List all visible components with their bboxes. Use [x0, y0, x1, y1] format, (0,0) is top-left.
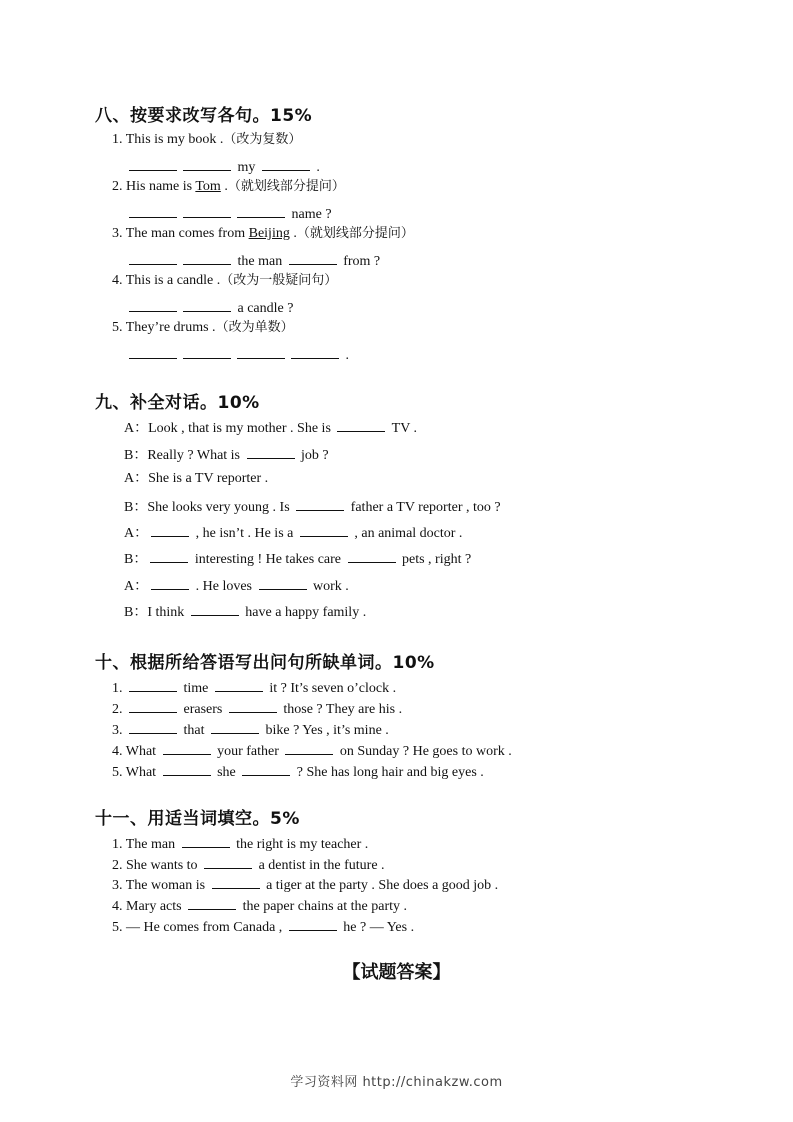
section-10-title: 十、根据所给答语写出问句所缺单词。10%: [95, 653, 435, 673]
answer-blank[interactable]: [289, 250, 337, 265]
answer-blank[interactable]: [129, 344, 177, 359]
question-note: （就划线部分提问）: [227, 179, 345, 194]
s8-question-5: 5. They’re drums .（改为单数）: [112, 320, 294, 335]
dialogue-line-6: B： interesting ! He takes care pets , right ?: [124, 548, 471, 569]
dialogue-line-4: B：She looks very young . Is father a TV reporter , too ?: [124, 496, 501, 517]
s11-question-4: 4. Mary acts the paper chains at the party .: [112, 895, 407, 916]
section-11-title: 十一、用适当词填空。5%: [95, 809, 300, 829]
answer-blank[interactable]: [262, 156, 310, 171]
footer-watermark: 学习资料网 http://chinakzw.com: [290, 1075, 503, 1090]
answer-blank[interactable]: [242, 761, 290, 776]
answer-blank[interactable]: [229, 698, 277, 713]
answer-blank[interactable]: [183, 344, 231, 359]
answer-blank[interactable]: [212, 874, 260, 889]
answer-blank[interactable]: [182, 833, 230, 848]
answer-blank[interactable]: [129, 297, 177, 312]
answer-blank[interactable]: [129, 719, 177, 734]
answer-blank[interactable]: [183, 297, 231, 312]
question-number: 3.: [112, 723, 123, 738]
answer-blank[interactable]: [129, 250, 177, 265]
answer-blank[interactable]: [188, 895, 236, 910]
question-note: （改为一般疑问句）: [220, 273, 338, 288]
question-number: 1.: [112, 681, 123, 696]
question-number: 5.: [112, 920, 123, 935]
answer-blank[interactable]: [151, 575, 189, 590]
question-note: （改为单数）: [215, 320, 294, 335]
answer-blank[interactable]: [129, 203, 177, 218]
s10-question-5: 5. What she ? She has long hair and big eyes .: [112, 761, 484, 782]
question-number: 2.: [112, 179, 123, 194]
question-text: This is my book .: [125, 132, 224, 147]
answer-blank[interactable]: [191, 601, 239, 616]
answer-blank[interactable]: [300, 522, 348, 537]
question-number: 5.: [112, 320, 123, 335]
speaker-label: B：: [124, 605, 148, 620]
dialogue-line-2: B：Really ? What is job ?: [124, 444, 329, 465]
question-number: 4.: [112, 899, 123, 914]
s11-question-1: 1. The man the right is my teacher .: [112, 833, 368, 854]
s8-question-1: [112, 131, 301, 149]
question-number: 3.: [112, 878, 123, 893]
s8-answer-5: .: [126, 344, 349, 365]
speaker-label: A：: [124, 471, 149, 486]
section-8-title: 八、按要求改写各句。15%: [95, 106, 313, 126]
answer-blank[interactable]: [348, 548, 396, 563]
question-number: 2.: [112, 858, 123, 873]
answer-blank[interactable]: [129, 156, 177, 171]
answer-blank[interactable]: [247, 444, 295, 459]
speaker-label: B：: [124, 448, 148, 463]
s8-answer-3: the man from ?: [126, 250, 380, 271]
answer-blank[interactable]: [237, 344, 285, 359]
s8-question-2: 2. His name is Tom .（就划线部分提问）: [112, 179, 345, 194]
question-note: （就划线部分提问）: [296, 226, 414, 241]
answer-blank[interactable]: [237, 203, 285, 218]
answer-blank[interactable]: [129, 677, 177, 692]
answer-blank[interactable]: [291, 344, 339, 359]
answer-blank[interactable]: [285, 740, 333, 755]
s10-question-2: 2. erasers those ? They are his .: [112, 698, 402, 719]
question-number: 1.: [112, 132, 123, 147]
answer-heading: 【试题答案】: [342, 962, 451, 983]
answer-blank[interactable]: [163, 740, 211, 755]
question-number: 3.: [112, 226, 123, 241]
dialogue-line-7: A： . He loves work .: [124, 575, 349, 596]
s8-answer-4: a candle ?: [126, 297, 293, 318]
question-number: 5.: [112, 765, 123, 780]
s11-question-2: 2. She wants to a dentist in the future .: [112, 854, 385, 875]
answer-blank[interactable]: [183, 250, 231, 265]
s8-answer-1: my .: [126, 156, 320, 177]
underlined-word: Tom: [195, 179, 221, 194]
answer-blank[interactable]: [150, 548, 188, 563]
speaker-label: A：: [124, 526, 149, 541]
s10-question-3: 3. that bike ? Yes , it’s mine .: [112, 719, 389, 740]
answer-blank[interactable]: [337, 417, 385, 432]
answer-blank[interactable]: [204, 854, 252, 869]
dialogue-line-5: A： , he isn’t . He is a , an animal doctor .: [124, 522, 462, 543]
speaker-label: B：: [124, 500, 148, 515]
answer-blank[interactable]: [183, 203, 231, 218]
speaker-label: A：: [124, 421, 149, 436]
underlined-word: Beijing: [248, 226, 290, 241]
dialogue-line-3: A：She is a TV reporter .: [124, 471, 269, 486]
dialogue-line-8: B：I think have a happy family .: [124, 601, 366, 622]
s8-question-3: 3. The man comes from Beijing .（就划线部分提问）: [112, 226, 414, 241]
question-number: 2.: [112, 702, 123, 717]
question-number: 4.: [112, 273, 123, 288]
answer-blank[interactable]: [163, 761, 211, 776]
question-number: 1.: [112, 837, 123, 852]
answer-blank[interactable]: [289, 916, 337, 931]
question-note: （改为复数）: [223, 132, 302, 147]
s11-question-5: 5. — He comes from Canada , he ? — Yes .: [112, 916, 414, 937]
s10-question-1: 1. time it ? It’s seven o’clock .: [112, 677, 396, 698]
s10-question-4: 4. What your father on Sunday ? He goes to work .: [112, 740, 512, 761]
answer-blank[interactable]: [183, 156, 231, 171]
s11-question-3: 3. The woman is a tiger at the party . She does a good job .: [112, 874, 498, 895]
answer-blank[interactable]: [259, 575, 307, 590]
speaker-label: B：: [124, 552, 148, 567]
answer-blank[interactable]: [296, 496, 344, 511]
answer-blank[interactable]: [215, 677, 263, 692]
answer-blank[interactable]: [151, 522, 189, 537]
s8-question-4: 4. This is a candle .（改为一般疑问句）: [112, 273, 338, 288]
question-number: 4.: [112, 744, 123, 759]
answer-blank[interactable]: [211, 719, 259, 734]
speaker-label: A：: [124, 579, 149, 594]
section-9-title: 九、补全对话。10%: [95, 393, 260, 413]
answer-blank[interactable]: [129, 698, 177, 713]
s8-answer-2: name ?: [126, 203, 332, 224]
dialogue-line-1: A：Look , that is my mother . She is TV .: [124, 417, 417, 438]
